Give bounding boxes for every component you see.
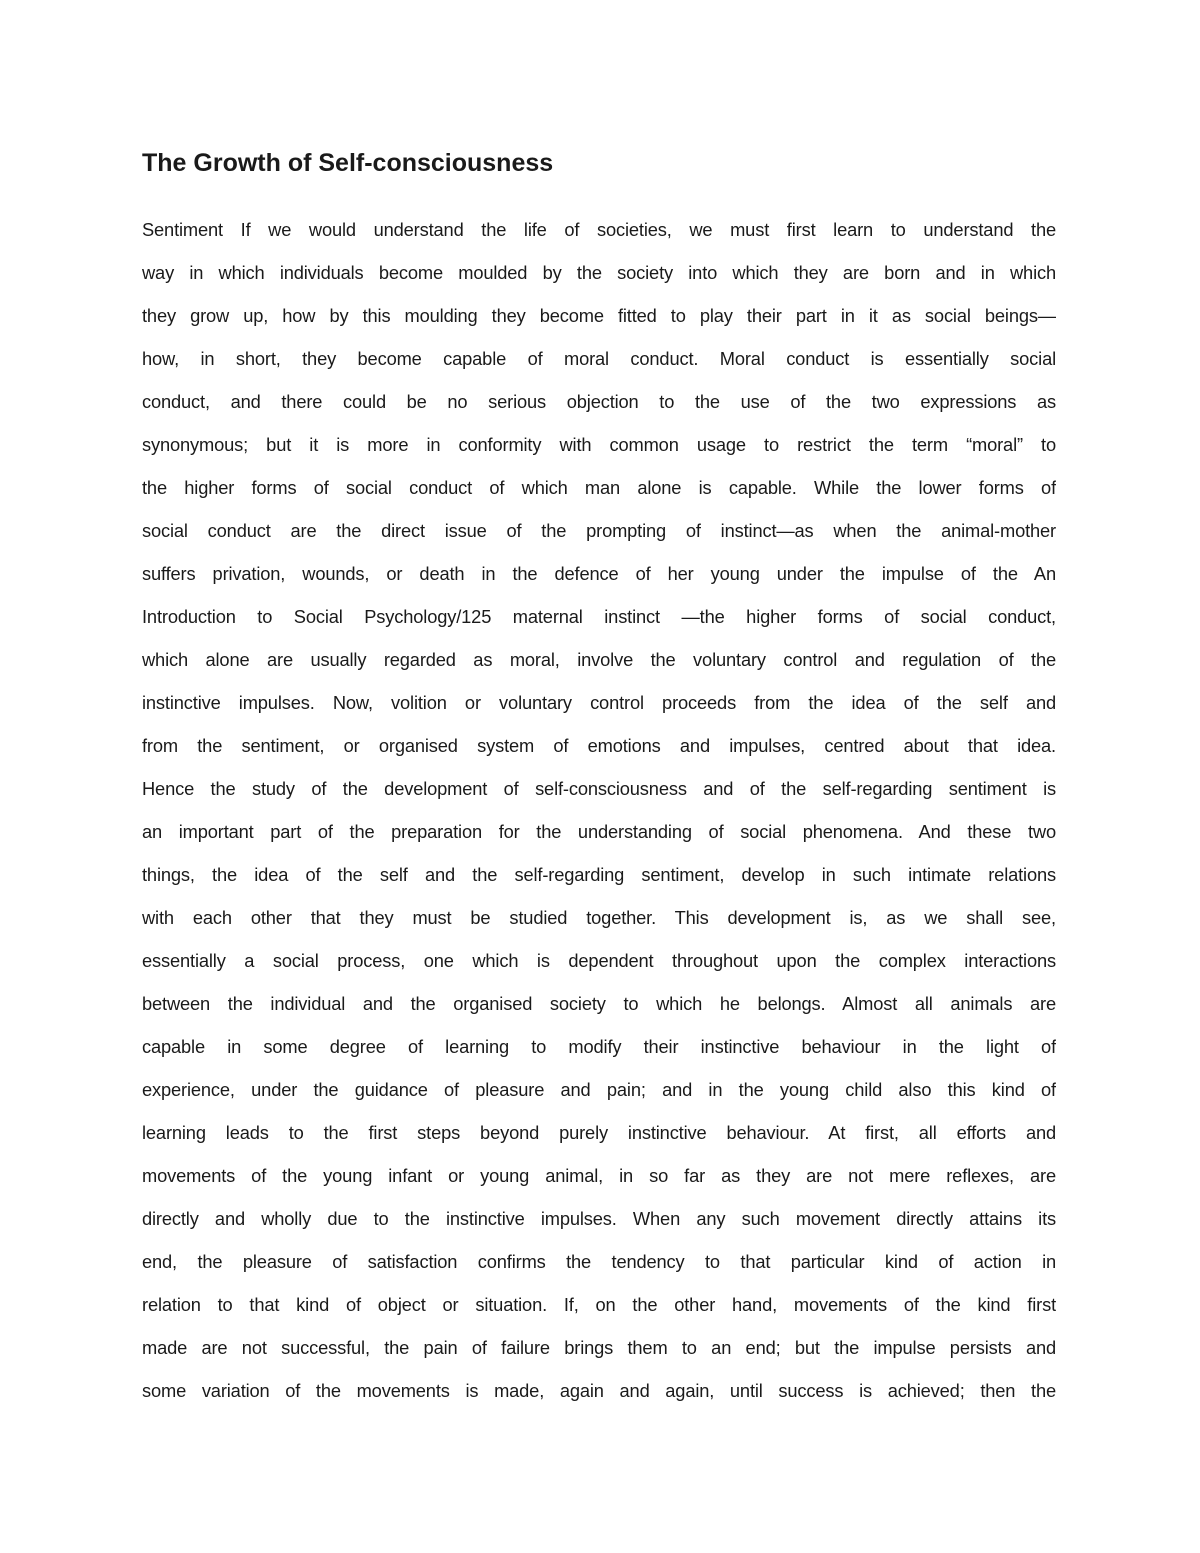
- body-line: instinctive impulses. Now, volition or voluntary control proceeds from the idea of the self and: [142, 692, 1056, 713]
- body-line: way in which individuals become moulded by the society into which they are born and in which: [142, 262, 1056, 283]
- body-line: which alone are usually regarded as moral, involve the voluntary control and regulation of the: [142, 649, 1056, 670]
- body-line: how, in short, they become capable of moral conduct. Moral conduct is essentially social: [142, 348, 1056, 369]
- body-line: Sentiment If we would understand the life of societies, we must first learn to understand the: [142, 219, 1056, 240]
- body-line: synonymous; but it is more in conformity with common usage to restrict the term “moral” to: [142, 434, 1056, 455]
- body-line: Introduction to Social Psychology/125 maternal instinct —the higher forms of social conduct,: [142, 606, 1056, 627]
- body-line: they grow up, how by this moulding they become fitted to play their part in it as social beings—: [142, 305, 1056, 326]
- body-line: directly and wholly due to the instinctive impulses. When any such movement directly attains its: [142, 1208, 1056, 1229]
- body-text: [142, 208, 1056, 1412]
- body-line: some variation of the movements is made, again and again, until success is achieved; then the: [142, 1380, 1056, 1401]
- body-line: relation to that kind of object or situation. If, on the other hand, movements of the kind first: [142, 1294, 1056, 1315]
- document-title: The Growth of Self-consciousness: [142, 149, 554, 177]
- body-line: Hence the study of the development of self-consciousness and of the self-regarding sentiment is: [142, 778, 1056, 799]
- body-line: experience, under the guidance of pleasure and pain; and in the young child also this kind of: [142, 1079, 1056, 1100]
- body-line: made are not successful, the pain of failure brings them to an end; but the impulse persists and: [142, 1337, 1056, 1358]
- body-line: movements of the young infant or young animal, in so far as they are not mere reflexes, are: [142, 1165, 1056, 1186]
- body-line: suffers privation, wounds, or death in the defence of her young under the impulse of the An: [142, 563, 1056, 584]
- body-line: essentially a social process, one which is dependent throughout upon the complex interactions: [142, 950, 1056, 971]
- body-line: an important part of the preparation for the understanding of social phenomena. And these two: [142, 821, 1056, 842]
- body-line: capable in some degree of learning to modify their instinctive behaviour in the light of: [142, 1036, 1056, 1057]
- body-line: conduct, and there could be no serious objection to the use of the two expressions as: [142, 391, 1056, 412]
- body-line: learning leads to the first steps beyond purely instinctive behaviour. At first, all efforts and: [142, 1122, 1056, 1143]
- body-line: end, the pleasure of satisfaction confirms the tendency to that particular kind of action in: [142, 1251, 1056, 1272]
- body-line: the higher forms of social conduct of which man alone is capable. While the lower forms of: [142, 477, 1056, 498]
- body-line: with each other that they must be studied together. This development is, as we shall see,: [142, 907, 1056, 928]
- body-line: social conduct are the direct issue of the prompting of instinct—as when the animal-mother: [142, 520, 1056, 541]
- body-line: things, the idea of the self and the self-regarding sentiment, develop in such intimate relations: [142, 864, 1056, 885]
- body-line: from the sentiment, or organised system of emotions and impulses, centred about that idea.: [142, 735, 1056, 756]
- body-line: between the individual and the organised society to which he belongs. Almost all animals are: [142, 993, 1056, 1014]
